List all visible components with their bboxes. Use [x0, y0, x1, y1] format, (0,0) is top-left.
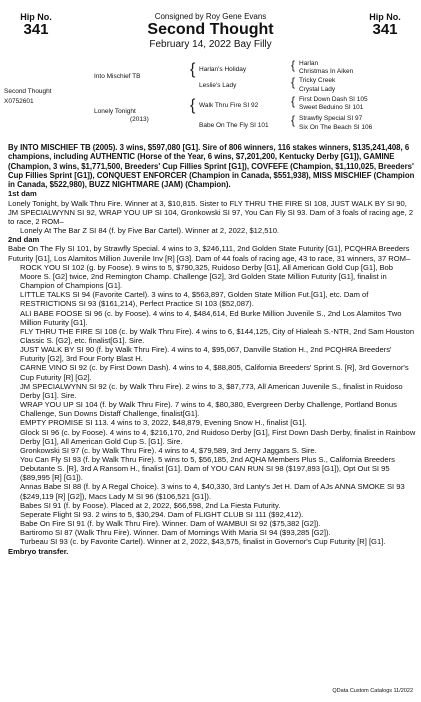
ped-sire: Into Mischief TB — [94, 73, 141, 80]
ped-ssd: Christmas In Aiken — [299, 68, 354, 75]
ped-dsd: Sweet Beduino SI 101 — [299, 104, 364, 111]
produce-record: EMPTY PROMISE SI 113. 4 wins to 3, 2022, $48,879, Evening Snow H., finalist [G1]. — [20, 418, 307, 428]
hip-value: 341 — [372, 21, 398, 38]
produce-record: Lonely At The Bar Z SI 84 (f. by Five Bar Cartel). Winner at 2, 2022, $12,510. — [20, 226, 280, 236]
produce-record: WRAP YOU UP SI 104 (f. by Walk Thru Fire). 7 wins to 4, $80,380, Evergreen Derby Challenge, Portland Bonus Challenge, Sun Downs Distaff Challenge, finalist[G1]. — [20, 400, 397, 419]
section-heading: 1st dam — [8, 189, 37, 199]
produce-record: Annas Babe SI 88 (f. by A Regal Choice). 3 wins to 4, $40,330, 3rd Lanty's Jet H. Dam of AJs ANNA SMOKE SI 93 ($249,119 [R] [G2]), Macs Lady M SI 96 ($106,521 [G1]). — [20, 482, 405, 501]
brace: { — [291, 94, 296, 108]
brace: { — [291, 58, 296, 72]
ped-sss: Harlan — [299, 60, 319, 67]
hip-number-right — [355, 12, 415, 38]
produce-record: Turbeau SI 93 (c. by Favorite Cartel). Winner at 2, 2022, $43,575, finalist in Governor's Cup Futurity [R] [G1]. — [20, 537, 386, 547]
footer-credit: QData Custom Catalogs 11/2022 — [332, 688, 413, 694]
ped-sdd: Crystal Lady — [299, 86, 336, 93]
ped-id: X0752601 — [4, 98, 34, 105]
produce-record: JUST WALK BY SI 90 (f. by Walk Thru Fire). 4 wins to 4, $95,067, Danville Station H., 2nd PCQHRA Breeders' Futurity [G2], 3rd Four Forty Blast H. — [20, 345, 392, 364]
brace: { — [291, 113, 296, 127]
hip-label: Hip No. — [20, 12, 52, 22]
produce-record: Gronkowski SI 97 (c. by Walk Thru Fire). 4 wins to 4, $79,589, 3rd Jerry Jaggars S. Sire. — [20, 445, 317, 455]
ped-subject: Second Thought — [4, 88, 52, 95]
produce-record: Babe On Fire SI 91 (f. by Walk Thru Fire). Winner. Dam of WAMBUI SI 92 ($75,382 [G2]). — [20, 519, 321, 529]
produce-record: JM SPECIALWYNN SI 92 (c. by Walk Thru Fire). 2 wins to 3, $87,773, All American Juvenile S., finalist in Ruidoso Derby [G1]. Sire. — [20, 381, 403, 400]
hip-number-left — [6, 12, 66, 38]
consignor: Consigned by Roy Gene Evans — [154, 12, 267, 21]
ped-dds: Strawfly Special SI 97 — [299, 115, 363, 122]
produce-record: ROCK YOU SI 102 (g. by Foose). 9 wins to 5, $790,325, Ruidoso Derby [G1], All American Gold Cup [G1], Bob Moore S. [G2] twice, 2nd Remington Champ. Challenge [G2], 3rd Golden State Million Futurity [G1], finalist in Champion of Champions [G1]. — [20, 262, 393, 291]
second-dam-paragraph: Babe On The Fly SI 101, by Strawfly Special. 4 wins to 3, $246,111, 2nd Golden State Futurity [G1], PCQHRA Breeders Futurity [G1], Los Alamitos Million Juvenile Inv [R] [G3]. Dam of 44 foals of racing age, 43 to race, 31 winners, 37 ROM– — [8, 244, 411, 263]
catalog-header — [70, 12, 351, 50]
brace: { — [291, 75, 296, 89]
horse-name: Second Thought — [147, 21, 274, 38]
produce-record: Babes SI 91 (f. by Foose). Placed at 2, 2022, $66,598, 2nd La Fiesta Futurity. — [20, 500, 281, 510]
produce-record: ALI BABE FOOSE SI 96 (c. by Foose). 4 wins to 4, $484,614, Ed Burke Million Juvenile S., 2nd Los Alamitos Two Million Futurity [G1]. — [20, 308, 402, 327]
ped-sd: Leslie's Lady — [199, 82, 237, 89]
produce-record: LITTLE TALKS SI 94 (Favorite Cartel). 3 wins to 4, $563,897, Golden State Million Fut.[G1], etc. Dam of RESTRICTIONS SI 93 ($161,214), Perfect Practice SI 103 ($52,087). — [20, 290, 369, 309]
ped-dam: Lonely Tonight — [94, 108, 136, 115]
sire-paragraph: By INTO MISCHIEF TB (2005). 3 wins, $597,080 [G1]. Sire of 806 winners, 116 stakes winners, $135,241,408, 6 champions, including AUTHENTIC (Horse of the Year, 6 wins, $7,201,200, Kentucky Derby [G1]), GAMINE (Champion, 3 wins, $1,771,500, Breeders' Cup Fillies Sprint [G1]), COVFEFE (Champion, $1,110,025, Breeders' Cup Fillies Sprint [G1]), CONQUEST ENFORCER (Champion in Canada, $551,938), MISS MISCHIEF (Champion in Canada, $522,980), BUZZ NIGHTMARE (JAM) (Champion). — [8, 143, 415, 190]
produce-record: FLY THRU THE FIRE SI 108 (c. by Walk Thru Fire). 4 wins to 6, $144,125, City of Hialeah S.-NTR, 2nd Sam Houston Classic S. [G2], etc. finalist[G1]. Sire. — [20, 326, 415, 345]
ped-dam-year: (2013) — [130, 116, 149, 123]
ped-ds: Walk Thru Fire SI 92 — [199, 102, 259, 109]
produce-record: You Can Fly SI 93 (f. by Walk Thru Fire). 5 wins to 5, $56,185, 2nd AQHA Members Plus S., California Breeders Debutante S. [R], 3rd A Ransom H., finalist [G1]. Dam of YOU CAN RUN SI 98 ($197,893 [G1]), Opt Out SI 95 ($89,995 [R] [G1]). — [20, 455, 395, 483]
produce-record: CARNE VINO SI 92 (c. by First Down Dash). 4 wins to 4, $88,805, California Breeders' Sprint S. [R], 3rd Governor's Cup Futurity [R] [G2]. — [20, 363, 409, 382]
brace: { — [190, 61, 196, 78]
produce-record: Seperate Flight SI 93. 2 wins to 5, $30,294. Dam of FLIGHT CLUB SI 111 ($92,412). — [20, 509, 304, 519]
section-heading: 2nd dam — [8, 235, 40, 245]
produce-record: Glock SI 96 (c. by Foose). 4 wins to 4, $216,170, 2nd Ruidoso Derby [G1], First Down Dash Derby, finalist in Rainbow Derby [G1], All American Gold Cup S. [G1]. Sire. — [20, 427, 416, 446]
brace: { — [190, 97, 196, 114]
ped-dss: First Down Dash SI 105 — [299, 96, 368, 103]
hip-label: Hip No. — [369, 12, 401, 22]
embryo-note: Embryo transfer. — [8, 546, 69, 556]
ped-ddd: Six On The Beach SI 106 — [299, 124, 373, 131]
produce-record: Bartiromo SI 87 (Walk Thru Fire). Winner. Dam of Mornings With Maria SI 94 ($93,285 [G2]). — [20, 528, 331, 538]
hip-value: 341 — [23, 21, 49, 38]
ped-ss: Harlan's Holiday — [199, 66, 247, 73]
ped-dd: Babe On The Fly SI 101 — [199, 122, 269, 129]
pedigree-chart — [0, 58, 421, 142]
dam-paragraph: Lonely Tonight, by Walk Thru Fire. Winner at 3, $10,815. Sister to FLY THRU THE FIRE SI 108, JUST WALK BY SI 90, JM SPECIALWYNN SI 92, WRAP YOU UP SI 104, Gronkowski SI 97, You Can Fly SI 93. Dam of 3 foals of racing age, 2 to race, 2 ROM– — [8, 198, 414, 226]
catalog-body — [8, 143, 416, 556]
ped-sds: Tricky Creek — [299, 77, 336, 84]
sale-info: February 14, 2022 Bay Filly — [149, 39, 272, 50]
